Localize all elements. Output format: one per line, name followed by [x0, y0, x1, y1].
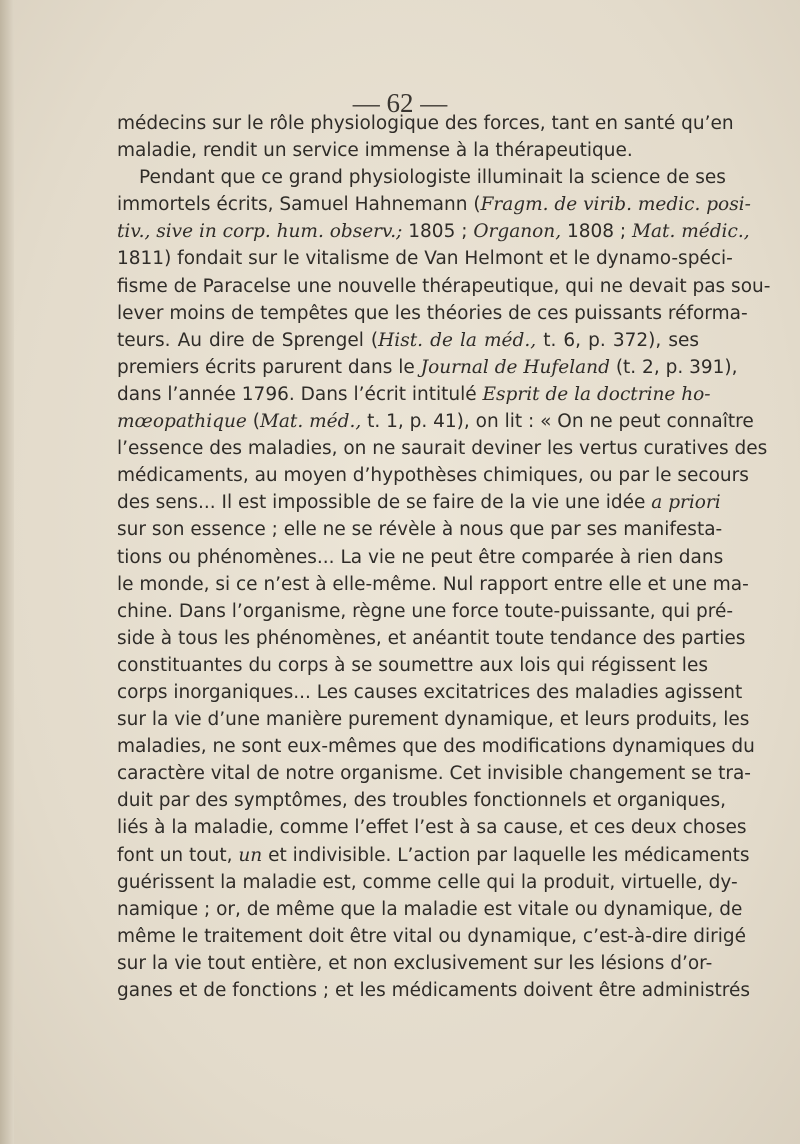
text-line — [117, 327, 699, 354]
text-run: maladie, rendit un service immense à la thérapeutique. — [117, 140, 633, 162]
text-run: sur la vie d’une manière purement dynamique, et leurs produits, les — [117, 709, 750, 731]
text-line — [117, 273, 771, 300]
page-number: — 62 — — [352, 88, 448, 118]
text-line — [117, 760, 751, 787]
italic-text: Mat. médic., — [632, 221, 750, 243]
text-line — [117, 516, 723, 543]
text-line — [117, 977, 750, 1004]
text-run: 1805 ; — [402, 221, 474, 243]
italic-text: Organon, — [473, 221, 562, 243]
text-line — [117, 896, 743, 923]
text-run: constituantes du corps à se soumettre aux lois qui régissent les — [117, 654, 708, 676]
text-run: t. 6, p. 372), ses — [536, 329, 699, 351]
text-run: (t. 2, p. 391), — [609, 356, 738, 378]
text-run: ( — [246, 411, 260, 433]
text-run: guérissent la maladie est, comme celle qui la produit, virtuelle, dy- — [117, 871, 738, 893]
text-run: ganes et de fonctions ; et les médicaments doivent être administrés — [117, 980, 750, 1001]
text-run: liés à la maladie, comme l’effet l’est à sa cause, et ces deux choses — [117, 817, 747, 839]
text-line — [117, 164, 726, 191]
text-run: font un tout, — [117, 844, 239, 866]
text-line — [117, 245, 733, 272]
text-line — [117, 191, 751, 218]
text-run: duit par des symptômes, des troubles fonctionnels et organiques, — [117, 790, 726, 812]
italic-text: Mat. méd., — [259, 411, 362, 433]
text-run: lever moins de tempêtes que les théories de ces puissants réforma- — [117, 302, 748, 324]
text-line — [117, 950, 713, 977]
text-run: namique ; or, de même que la maladie est vitale ou dynamique, de — [117, 898, 743, 920]
text-run: fisme de Paracelse une nouvelle thérapeutique, qui ne devait pas sou- — [117, 275, 771, 297]
italic-text: un — [238, 844, 263, 866]
italic-text: mœopathique — [117, 411, 247, 433]
text-line — [117, 706, 750, 733]
italic-text: a priori — [651, 492, 721, 514]
text-run: même le traitement doit être vital ou dynamique, c’est-à-dire dirigé — [117, 925, 747, 947]
text-run: immortels écrits, Samuel Hahnemann ( — [117, 194, 481, 216]
text-line — [117, 679, 743, 706]
text-run: des sens... Il est impossible de se faire de la vie une idée — [117, 492, 652, 514]
text-run: teurs. Au dire de Sprengel ( — [117, 329, 379, 351]
text-run: l’essence des maladies, on ne saurait deviner les vertus curatives des — [117, 438, 768, 460]
text-line — [117, 625, 746, 652]
text-line — [117, 733, 755, 760]
text-run: t. 1, p. 41), on lit : « On ne peut connaître — [361, 411, 754, 433]
text-run: side à tous les phénomènes, et anéantit toute tendance des parties — [117, 627, 746, 649]
italic-text: Esprit de la doctrine ho- — [482, 383, 711, 405]
body-text — [117, 110, 771, 1004]
text-run: le monde, si ce n’est à elle-même. Nul rapport entre elle et une ma- — [117, 573, 749, 595]
text-run: maladies, ne sont eux-mêmes que des modifications dynamiques du — [117, 736, 755, 758]
text-run: 1808 ; — [561, 221, 633, 243]
text-run: chine. Dans l’organisme, règne une force toute-puissante, qui pré- — [117, 600, 734, 622]
text-line — [117, 218, 750, 245]
text-line — [117, 300, 748, 327]
text-line — [117, 408, 754, 435]
text-line — [117, 110, 734, 137]
text-line — [117, 652, 708, 679]
italic-text: tiv., sive in corp. hum. observ.; — [117, 221, 403, 243]
text-line — [117, 137, 699, 164]
text-run: 1811) fondait sur le vitalisme de Van Helmont et le dynamo-spéci- — [117, 248, 733, 270]
text-run: médicaments, au moyen d’hypothèses chimiques, ou par le secours — [117, 465, 749, 487]
text-line — [117, 787, 726, 814]
text-run: et indivisible. L’action par laquelle les médicaments — [262, 844, 750, 866]
text-line — [117, 435, 768, 462]
text-line — [117, 814, 747, 841]
italic-text: Hist. de la méd., — [378, 329, 537, 351]
text-line — [117, 598, 734, 625]
page-edge-shadow — [0, 0, 14, 1144]
text-run: Pendant que ce grand physiologiste illuminait la science de ses — [139, 167, 726, 189]
text-line — [117, 462, 749, 489]
text-run: caractère vital de notre organisme. Cet invisible changement se tra- — [117, 763, 751, 785]
text-line — [117, 869, 738, 896]
text-line — [117, 842, 750, 869]
text-run: sur la vie tout entière, et non exclusivement sur les lésions d’or- — [117, 952, 713, 974]
text-line — [117, 544, 724, 571]
text-line — [117, 489, 721, 516]
text-run: tions ou phénomènes... La vie ne peut être comparée à rien dans — [117, 546, 724, 568]
text-line — [117, 381, 711, 408]
text-run: premiers écrits parurent dans le — [117, 356, 421, 378]
text-run: sur son essence ; elle ne se révèle à nous que par ses manifesta- — [117, 519, 723, 541]
text-run: dans l’année 1796. Dans l’écrit intitulé — [117, 383, 483, 405]
text-run: médecins sur le rôle physiologique des forces, tant en santé qu’en — [117, 113, 734, 134]
text-run: corps inorganiques... Les causes excitatrices des maladies agissent — [117, 681, 743, 703]
italic-text: Journal de Hufeland — [420, 356, 610, 378]
text-line — [117, 354, 738, 381]
text-line — [117, 571, 749, 598]
italic-text: Fragm. de virib. medic. posi- — [480, 194, 751, 216]
text-line — [117, 923, 747, 950]
